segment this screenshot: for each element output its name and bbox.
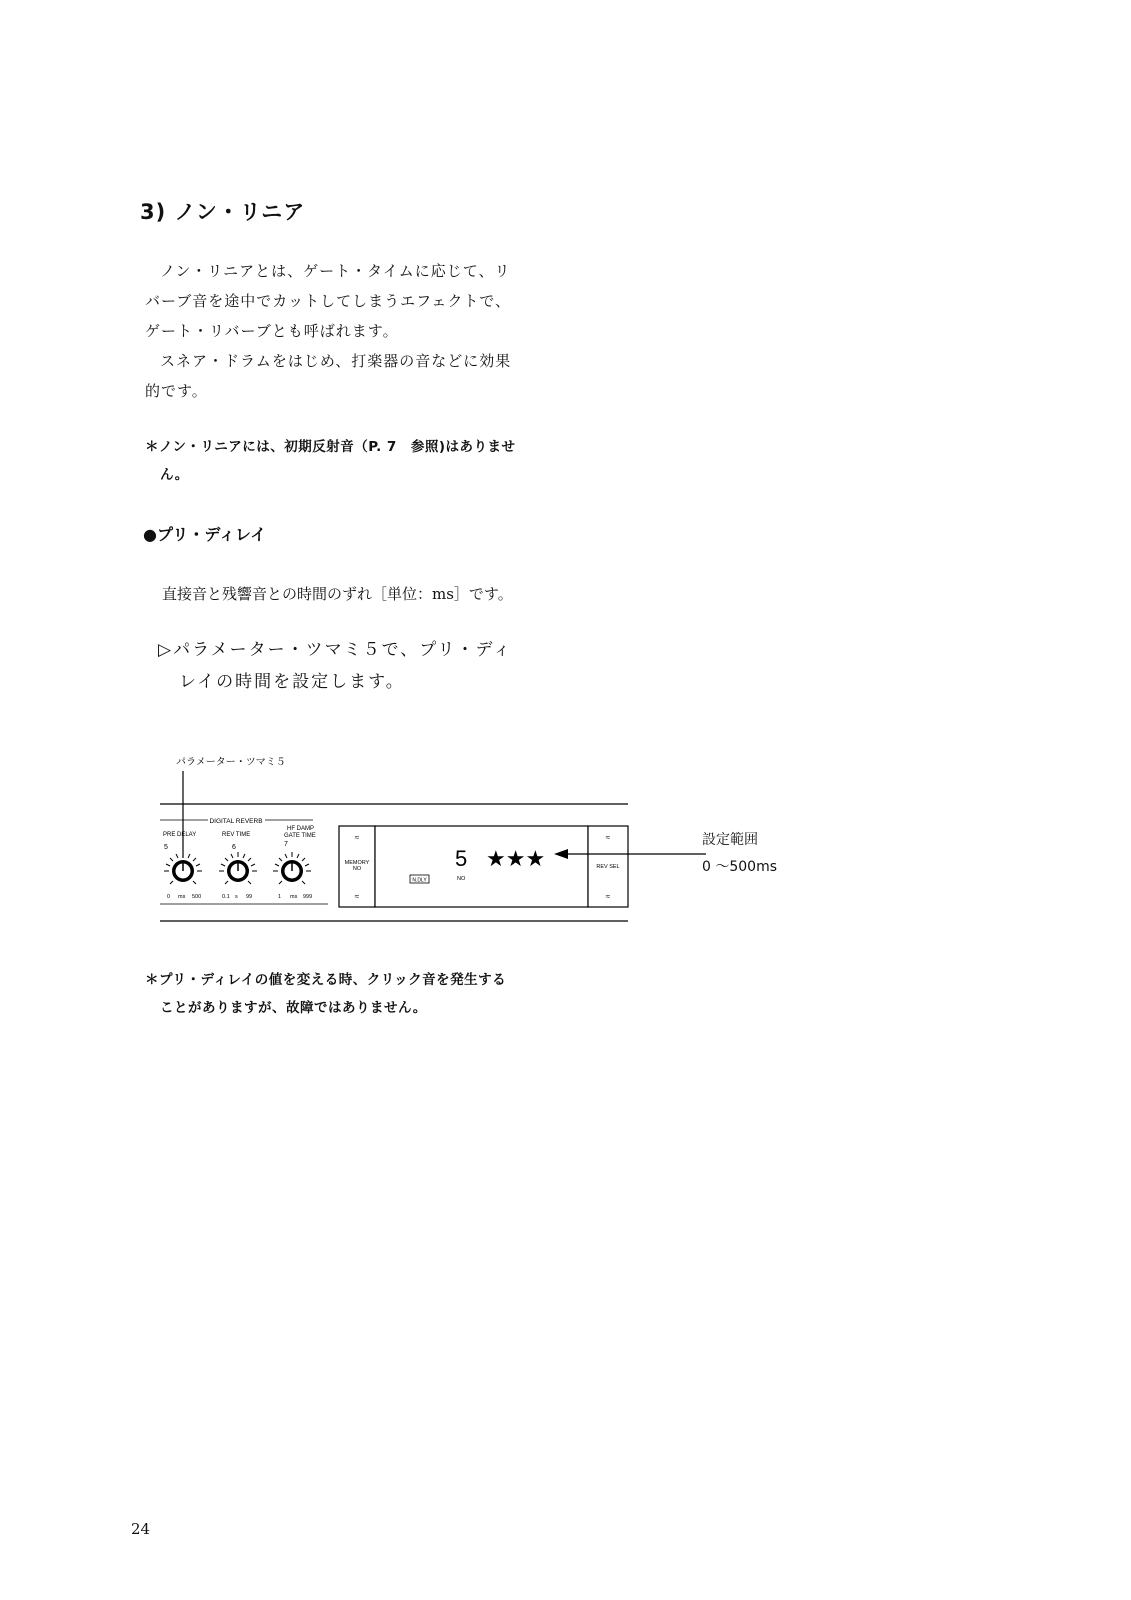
knob-number: 5 [164,844,168,851]
intro-line: ノン・リニアとは、ゲート・タイムに応じて、リ [160,262,511,280]
intro-line: ゲート・リバーブとも呼ばれます。 [145,322,399,340]
knob-name: HF DAMP [287,826,314,832]
knob-number: 6 [232,844,236,851]
group-label-digital-reverb: DIGITAL REVERB [209,818,263,825]
intro-line: スネア・ドラムをはじめ、打楽器の音などに効果 [160,352,512,370]
rev-sel-label: REV SEL [596,864,620,870]
setting-range-title: 設定範囲 [702,832,758,848]
note-line: ＊プリ・ディレイの値を変える時、クリック音を発生する [145,972,507,988]
scale-max: 500 [192,894,202,900]
knob-name-secondary: GATE TIME [284,833,316,839]
instruction-line: レイの時間を設定します。 [179,672,405,692]
section-number: 3) [140,200,167,224]
note-click-noise [145,966,565,1022]
svg-text:N.DLY: N.DLY [412,877,427,884]
intro-line: 的です。 [145,382,208,400]
scale-max: 99 [246,894,253,900]
note-line: ＊ノン・リニアには、初期反射音（P. 7 参照)はありませ [145,439,516,455]
down-arrow-icon: ≈ [605,892,611,901]
up-arrow-icon: ≈ [605,833,611,842]
section-name: ノン・リニア [174,200,306,224]
subheading-pre-delay: ●プリ・ディレイ [143,525,267,544]
scale-unit: ms [290,894,298,900]
setting-range [702,827,777,881]
setting-range-value: 0 ～500ms [702,859,778,875]
display-window [375,826,588,907]
down-arrow-icon: ≈ [354,892,360,901]
display-value: 5 [455,846,468,871]
knob-name: REV TIME [222,832,251,838]
note-line: ことがありますが、故障ではありません。 [160,1000,427,1016]
knob-rev-time [219,852,257,884]
knob-hf-damp-gate-time [273,852,311,884]
scale-min: 0 [167,894,171,900]
knob-number: 7 [284,841,288,848]
page-number: 24 [131,1520,151,1538]
scale-unit: ms [178,894,186,900]
scale-min: 0.1 [222,894,230,900]
instruction-line: ▷パラメーター・ツマミ５で、プリ・ディ [158,640,513,660]
pre-delay-description: 直接音と残響音との時間のずれ［単位：ms］です。 [162,585,513,603]
scale-max: 999 [303,894,313,900]
knob-pre-delay [164,852,202,884]
display-sublabel: NO [457,876,466,882]
scale-min: 1 [278,894,282,900]
knob-callout-label: パラメーター・ツマミ５ [176,757,286,768]
memory-label: MEMORY [344,860,370,866]
up-arrow-icon: ≈ [354,833,360,842]
display-stars: ★★★ [486,846,546,871]
intro-line: バーブ音を途中でカットしてしまうエフェクトで、 [145,292,512,310]
memory-label: NO [352,866,362,872]
knob-name: PRE DELAY [163,832,197,838]
note-line: ん。 [160,467,189,483]
scale-unit: s [235,894,238,900]
